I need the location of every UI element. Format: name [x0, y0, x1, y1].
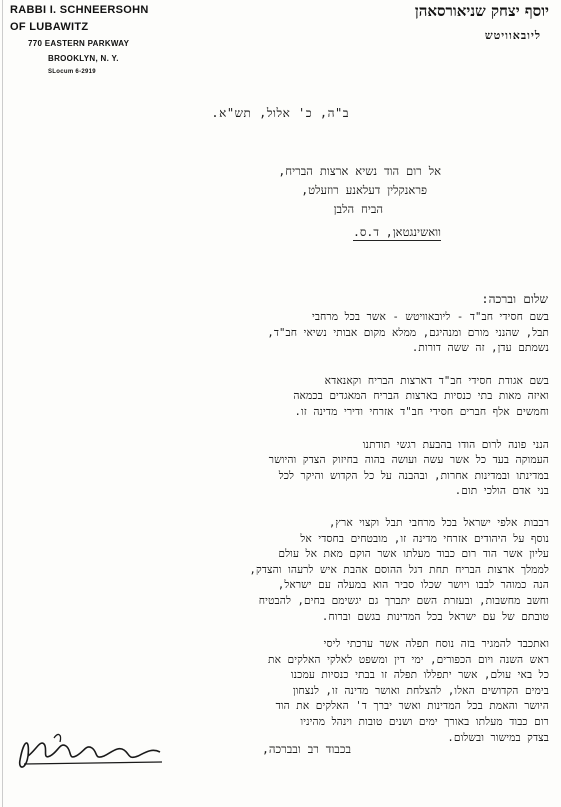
- body-line: תבל, שהנני מורם ומנהיגם, ממלא מקום אבותי נשיאי חב"ד,: [267, 326, 549, 339]
- body-line: בשם חסידי חב"ד - ליובאוויטש - אשר בכל מרחבי: [311, 311, 549, 323]
- letterhead-phone: SLocum 6-2919: [48, 69, 96, 75]
- salutation: שלום וברכה:: [481, 292, 548, 306]
- body-line: לממלך ארצות הבריח תחת דגל ההוסם אהבת איש לרעהו והצדק,: [249, 563, 549, 576]
- addressee-line-3: הביח הלבן: [333, 202, 383, 216]
- letterhead-subtitle-hebrew: ליובאוויטש: [484, 29, 541, 42]
- letterhead-name-english: RABBI I. SCHNEERSOHN: [10, 4, 149, 16]
- body-line: וחשב מחשבות, ובעזרת השם יתברך גם יגשימם בחים, להבטיח: [258, 594, 549, 607]
- body-line: בצדק במישור ובשלום.: [447, 731, 549, 744]
- paragraph-1: [22, 310, 549, 357]
- body-line: רום כבוד מעלתו באורך ימים ושנים טובות וינהל מהיניו: [300, 716, 549, 729]
- body-line: נשמתם עדן, זה ששה דורות.: [411, 342, 549, 355]
- letterhead-hebrew: [319, 2, 549, 42]
- body-line: ואתכבד להמגיר בזה נוסח תפלה אשר ערכתי ליסי: [323, 638, 549, 651]
- letterhead-name-hebrew: יוסף יצחק שניאורסאהן: [414, 2, 549, 20]
- letterhead-subtitle-english: OF LUBAWITZ: [10, 21, 89, 33]
- letterhead-english: [10, 4, 180, 75]
- paragraph-2: [22, 374, 549, 421]
- paragraph-3: [22, 438, 549, 500]
- body-line: כל באי עולם, אשר יתפללו תפלה זו בבתי כנסיות עמכנו: [290, 669, 549, 682]
- body-line: נוסף על היהודים אזרחי מדינה זו, מובטחים בחסדי אל: [300, 532, 549, 545]
- body-line: בימים הקדושים האלו, להצלחת ואושר מדינה זו, לנצחון: [292, 684, 549, 697]
- destination-line: [353, 225, 441, 239]
- body-line: במדינתו ובמדינות אחרות, ובהבנה על כל הקדוש והיקר לכל: [278, 469, 549, 482]
- addressee-line-1: אל רום הוד נשיא ארצות הבריח,: [278, 164, 441, 178]
- letter-body: [22, 310, 549, 761]
- body-line: היושר והאמת בכל המדינות ואשר יברך ד' האלקים את הוד: [275, 700, 549, 713]
- body-line: וחמשים אלף חברים חסידי חב"ד אזרחי ודירי מדינה זו.: [294, 405, 549, 418]
- body-line: ראש השנה ויום הכפורים, ימי דין ומשפט לאלקי האלקים את: [268, 653, 549, 666]
- body-line: ואיזה מאות בתי כנסיות בארצות הבריח המאגדים בכמאה: [293, 390, 549, 403]
- paragraph-4: [22, 516, 549, 625]
- handwritten-signature: [14, 730, 164, 778]
- body-line: בשם אגודת חסידי חב"ד דארצות הבריח וקאנאדא: [324, 374, 549, 387]
- body-line: עליון אשר הוד רום כבוד מעלתו אשר הוקם מאת אל עולם: [278, 548, 549, 561]
- closing-line: בכבוד רב ובברכה,: [261, 742, 351, 756]
- page-edge-line: [2, 0, 3, 807]
- letterhead-address: 770 EASTERN PARKWAY: [28, 39, 130, 48]
- body-line: העמוקה בעד כל אשר עשה ועושה בהוה בחיזוק הצדק והיושר: [268, 454, 549, 467]
- body-line: הנני פונה לרום הודו בהבעת רגשי תודתנו: [362, 438, 549, 451]
- destination-text: וואשינגטאן, ד.ס.: [352, 225, 441, 239]
- body-line: בני אדם הולכי תום.: [454, 485, 549, 498]
- addressee-block: [278, 162, 441, 219]
- body-line: רבבות אלפי ישראל בכל מרחבי תבל וקצוי ארץ,: [328, 516, 549, 529]
- body-line: הנה כמוהר לבבו ויושר שכלו סביר הוא במעלה עם ישראל,: [277, 579, 549, 592]
- addressee-line-2: פראנקלין דעלאנע רוזעלט,: [301, 183, 427, 197]
- letter-date: ב"ה, כ' אלול, תש"א.: [211, 106, 349, 120]
- body-line: טובתם של עם ישראל בכל המדינות בגשם וברוח.: [321, 610, 549, 623]
- letterhead-city: BROOKLYN, N. Y.: [48, 54, 119, 63]
